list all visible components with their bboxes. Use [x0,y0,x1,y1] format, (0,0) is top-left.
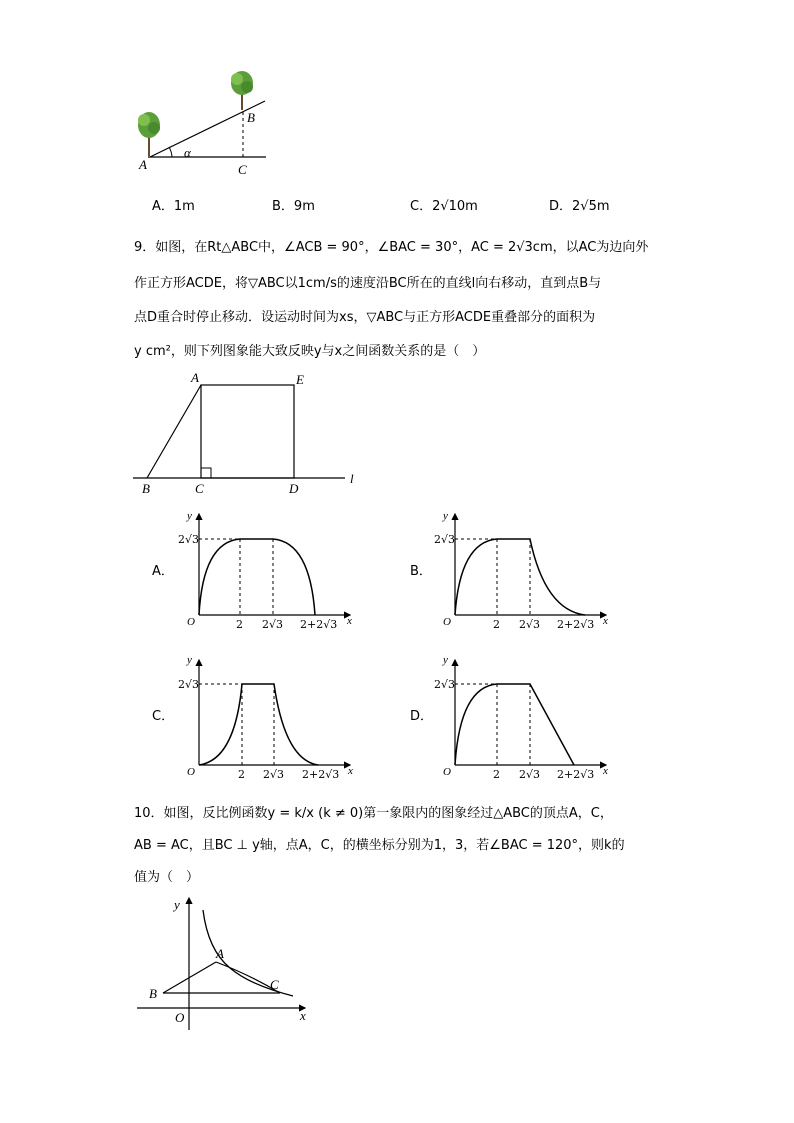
q9-line-4: y cm²，则下列图象能大致反映y与x之间函数关系的是（ ） [134,344,486,359]
q8-option-b-letter: B． [272,199,294,214]
q9-line-2: 作正方形ACDE，将▽ABC以1cm/s的速度沿BC所在的直线l向右移动，直到点B与 [134,276,602,291]
q8-option-c-letter: C． [410,199,433,214]
q10-label-o: O [175,1010,185,1025]
q8-label-b: B [247,110,255,125]
q9-label-a: A [191,370,199,385]
graph-c-y-label: y [187,654,192,666]
q8-label-a: A [139,157,147,172]
graph-a-x1: 2 [236,618,243,631]
graph-c-ymax: 2√3 [178,678,200,691]
q8-label-alpha: α [184,145,191,160]
graph-b-origin: O [443,616,451,628]
q10-label-a: A [216,946,224,961]
graph-b-y-label: y [443,510,448,522]
graph-d-x-label: x [603,765,608,777]
q10-line-3: 值为（ ） [134,870,200,885]
graph-d-origin: O [443,766,451,778]
q10-label-x: x [300,1008,306,1023]
graph-b-x3: 2+2√3 [557,618,595,631]
graph-d-y-label: y [443,654,448,666]
q8-option-a-text: 1m [173,199,195,214]
q8-option-b-text: 9m [293,199,315,214]
graph-a-x3: 2+2√3 [300,618,338,631]
graph-a-y-label: y [187,510,192,522]
graph-a-x-label: x [347,615,352,627]
graph-c-x1: 2 [238,768,245,781]
q9-line-3: 点D重合时停止移动．设运动时间为xs，▽ABC与正方形ACDE重叠部分的面积为 [134,310,596,325]
graph-c-x-label: x [348,765,353,777]
q10-line-1: 10．如图，反比例函数y = k/x (k ≠ 0)第一象限内的图象经过△ABC的顶点A，C， [134,806,613,821]
q8-option-c-text: 2√10m [432,199,478,214]
graph-d-x3: 2+2√3 [557,768,595,781]
q8-option-d-text: 2√5m [572,199,610,214]
graph-c-origin: O [187,766,195,778]
q10-label-y: y [174,897,180,912]
q9-option-b[interactable]: B． [410,564,432,579]
graph-d-x2: 2√3 [519,768,541,781]
q9-line-1: 9．如图，在Rt△ABC中，∠ACB = 90°，∠BAC = 30°，AC = 2√3cm，以AC为边向外 [134,240,649,255]
graph-c-x2: 2√3 [263,768,285,781]
q8-option-a-letter: A． [152,199,174,214]
q9-label-d: D [289,481,299,496]
q9-option-c[interactable]: C． [152,709,175,724]
q10-label-b: B [149,986,157,1001]
q8-option-d-letter: D． [549,199,573,214]
q9-option-a[interactable]: A． [152,564,174,579]
graph-b-ymax: 2√3 [434,533,456,546]
graph-a-x2: 2√3 [262,618,284,631]
graph-d-ymax: 2√3 [434,678,456,691]
graph-a-ymax: 2√3 [178,533,200,546]
graph-b-x-label: x [603,615,608,627]
q8-label-c: C [238,162,247,177]
graph-d-x1: 2 [493,768,500,781]
q9-label-e: E [296,372,304,387]
q9-label-c: C [195,481,204,496]
q9-label-b: B [142,481,150,496]
graph-b-x1: 2 [493,618,500,631]
q10-label-c: C [270,977,279,992]
q9-option-d[interactable]: D． [410,709,434,724]
graph-a-origin: O [187,616,195,628]
graph-b-x2: 2√3 [519,618,541,631]
graph-c-x3: 2+2√3 [302,768,340,781]
q9-label-l: l [350,471,354,486]
q10-line-2: AB = AC，且BC ⊥ y轴，点A，C，的横坐标分别为1，3，若∠BAC = 120°，则k的 [134,838,625,853]
